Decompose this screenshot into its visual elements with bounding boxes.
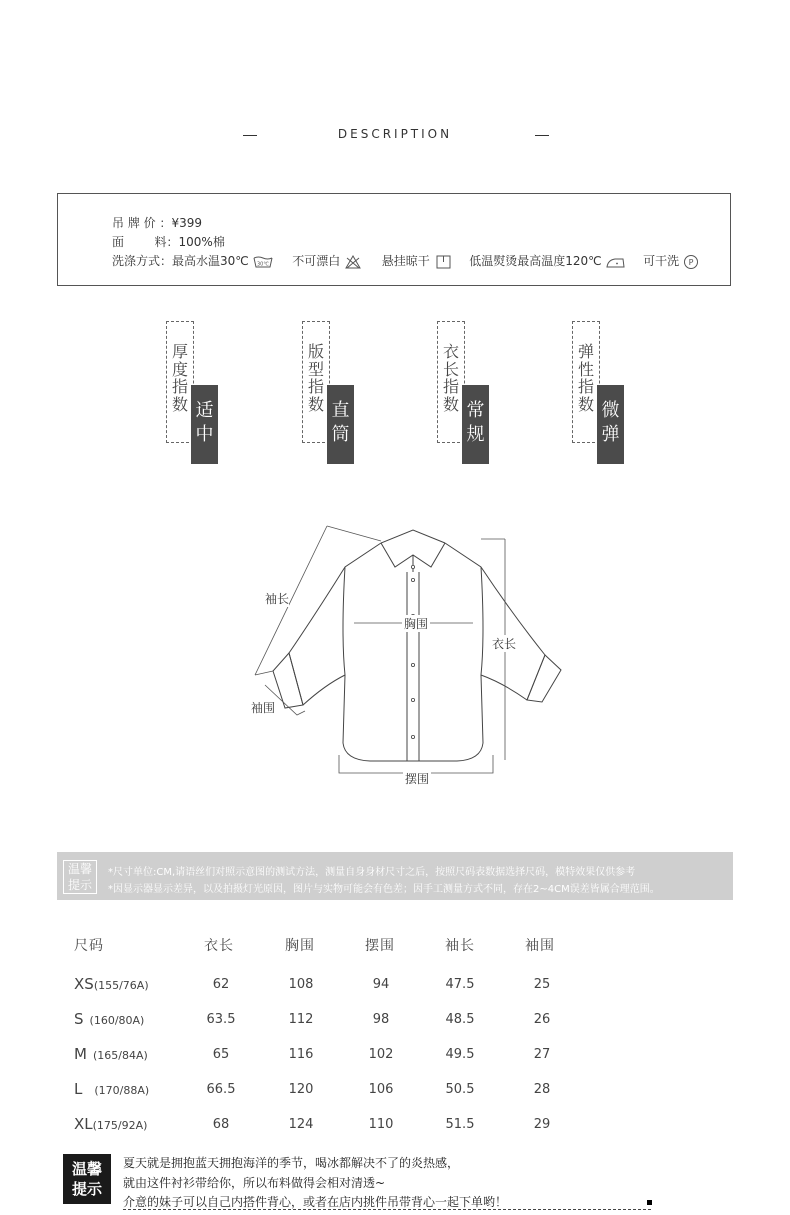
collar-band [381,530,445,543]
tip-line1: 夏天就是拥抱蓝天拥抱海洋的季节，喝冰都解决不了的炎热感， [123,1156,460,1170]
tip-end-mark [647,1200,652,1205]
wash-basin-icon [253,255,273,269]
left-cuff [273,653,303,708]
price-label: 吊 牌 价 ： [112,216,172,230]
row-sleeve: 48.5 [445,1012,475,1027]
notice-badge [63,860,97,894]
hang-dry-icon [434,255,452,269]
row-length: 62 [212,977,230,992]
wash-temp: 最高水温30℃ [172,254,249,268]
wash-icon-temp: 30℃ [256,261,269,267]
row-hem: 94 [372,977,390,992]
row-length: 66.5 [206,1082,236,1097]
hang-dry-text: 悬挂晾干 [381,254,430,268]
row-length: 65 [212,1047,230,1062]
row-spec: (170/88A) [94,1084,150,1097]
no-bleach-text: 不可漂白 [292,254,341,268]
body-left-side [343,567,345,743]
header-chest: 胸围 [285,938,315,954]
row-size: XS [74,975,94,993]
indicator-label: 衣长指数 [442,342,459,414]
header-size: 尺码 [74,938,104,954]
indicator-fit [302,321,362,466]
no-bleach-icon [344,255,362,269]
row-spec: (160/80A) [89,1014,145,1027]
indicator-label: 弹性指数 [577,342,594,414]
row-chest: 116 [288,1047,314,1062]
row-chest: 108 [288,977,314,992]
body-length-label: 衣长 [492,637,517,651]
notice-badge-line1: 温馨 [67,862,92,876]
row-spec: (155/76A) [93,979,149,992]
dry-clean-text: 可干洗 [643,254,680,268]
header-hem: 摆围 [365,938,395,954]
tip-line2: 就由这件衬衫带给你，所以布料做得会相对清透~ [123,1176,386,1190]
tip-underline [123,1209,651,1210]
row-chest: 124 [288,1117,314,1132]
row-cuff: 29 [533,1117,551,1132]
shirt-measurement-diagram [245,515,565,790]
row-cuff: 26 [533,1012,551,1027]
row-spec: (175/92A) [92,1119,148,1132]
cuff-label: 袖围 [251,701,276,715]
row-spec: (165/84A) [92,1049,148,1062]
indicator-length [437,321,497,466]
right-cuff [527,655,561,702]
row-cuff: 27 [533,1047,551,1062]
measurement-notice [57,852,733,900]
header-sleeve: 袖长 [445,938,475,954]
fabric-label: 面 料： [112,235,179,249]
fabric-row [112,233,225,250]
title-dash-right [535,135,549,136]
header-length: 衣长 [204,938,234,954]
chest-label: 胸围 [404,617,429,631]
row-size: L [74,1080,83,1098]
row-size: M [74,1045,87,1063]
row-size: S [74,1010,84,1028]
right-sleeve-outer [445,543,545,700]
indicator-value: 适中 [191,385,218,464]
row-cuff: 25 [533,977,551,992]
iron-icon [605,255,627,269]
tip-line3: 介意的妹子可以自己内搭件背心，或者在店内挑件吊带背心一起下单哟！ [123,1195,508,1209]
price-row [112,214,202,231]
indicator-value: 微弹 [597,385,624,464]
row-hem: 102 [368,1047,394,1062]
notice-line2: *因显示器显示差异，以及拍摄灯光原因，图片与实物可能会有色差；因手工测量方式不同，存在2~4CM误差皆属合理范围。 [108,884,660,895]
row-chest: 120 [288,1082,314,1097]
dry-clean-icon [683,254,699,270]
row-sleeve: 51.5 [445,1117,475,1132]
fabric-value: 100%棉 [178,235,225,249]
row-length: 63.5 [206,1012,236,1027]
care-row [112,252,699,270]
row-sleeve: 50.5 [445,1082,475,1097]
row-hem: 106 [368,1082,394,1097]
row-sleeve: 47.5 [445,977,475,992]
dry-clean-icon-letter: P [688,257,694,267]
hem-curve [343,743,483,761]
wash-label: 洗涤方式： [112,254,173,268]
header-cuff: 袖围 [525,938,555,954]
row-hem: 110 [368,1117,394,1132]
notice-badge-line2: 提示 [67,878,92,892]
tip-badge [63,1154,111,1204]
product-info-box [57,193,731,286]
tip-badge-line2: 提示 [71,1180,102,1198]
tip-badge-line1: 温馨 [71,1160,102,1178]
indicator-label: 厚度指数 [171,342,188,414]
hem-label: 摆围 [405,772,430,786]
row-cuff: 28 [533,1082,551,1097]
price-value: ¥399 [171,216,202,230]
row-length: 68 [212,1117,230,1132]
indicator-value: 常规 [462,385,489,464]
row-chest: 112 [288,1012,314,1027]
sleeve-length-label: 袖长 [265,592,290,606]
indicator-value: 直筒 [327,385,354,464]
iron-text: 低温熨烫最高温度120℃ [469,254,602,268]
notice-line1: *尺寸单位:CM,请语丝们对照示意图的测试方法，测量自身身材尺寸之后，按照尺码表数据选择尺码，模特效果仅供参考 [108,867,636,878]
indicator-label: 版型指数 [307,342,324,414]
body-right-side [481,567,483,743]
row-hem: 98 [372,1012,390,1027]
indicator-elasticity [572,321,632,466]
row-sleeve: 49.5 [445,1047,475,1062]
row-size: XL [74,1115,93,1133]
indicator-thickness [166,321,226,466]
description-title: DESCRIPTION [337,127,453,141]
